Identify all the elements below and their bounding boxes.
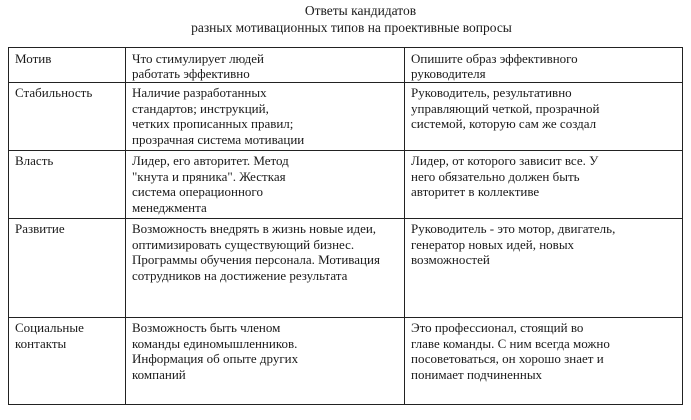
row-motive-cell: Власть [9, 151, 126, 219]
table-header-row [9, 48, 683, 83]
row-motive-cell: Социальные контакты [9, 318, 126, 405]
row-leader-cell: Лидер, от которого зависит все. У него обязательно должен быть авторитет в коллективе [405, 151, 683, 219]
row-leader-cell: Руководитель, результативно управляющий четкой, прозрачной системой, которую сам же создал [405, 83, 683, 151]
row-motive-cell: Стабильность [9, 83, 126, 151]
table-row [9, 151, 683, 219]
row-stimulus-cell: Возможность быть членом команды единомышленников. Информация об опыте других компаний [126, 318, 405, 405]
document-title [0, 2, 691, 36]
header-leader: Опишите образ эффективного руководителя [405, 48, 683, 83]
table-row [9, 318, 683, 405]
row-stimulus-cell: Лидер, его авторитет. Метод "кнута и пряника". Жесткая система операционного менеджмента [126, 151, 405, 219]
title-line-2: разных мотивационных типов на проективные вопросы [191, 20, 512, 35]
table-row [9, 219, 683, 318]
header-stimulus: Что стимулирует людей работать эффективно [126, 48, 405, 83]
title-line-1: Ответы кандидатов [304, 3, 417, 18]
motivation-table [8, 47, 683, 405]
row-motive-cell: Развитие [9, 219, 126, 318]
row-leader-cell: Это профессионал, стоящий во главе команды. С ним всегда можно посоветоваться, он хорошо знает и понимает подчиненных [405, 318, 683, 405]
header-motive: Мотив [9, 48, 126, 83]
table-row [9, 83, 683, 151]
row-stimulus-cell: Наличие разработанных стандартов; инструкций, четких прописанных правил; прозрачная система мотивации [126, 83, 405, 151]
row-stimulus-cell: Возможность внедрять в жизнь новые идеи, оптимизировать существующий бизнес. Программы обучения персонала. Мотивация сотрудников на достижение результата [126, 219, 405, 318]
row-leader-cell: Руководитель - это мотор, двигатель, генератор новых идей, новых возможностей [405, 219, 683, 318]
